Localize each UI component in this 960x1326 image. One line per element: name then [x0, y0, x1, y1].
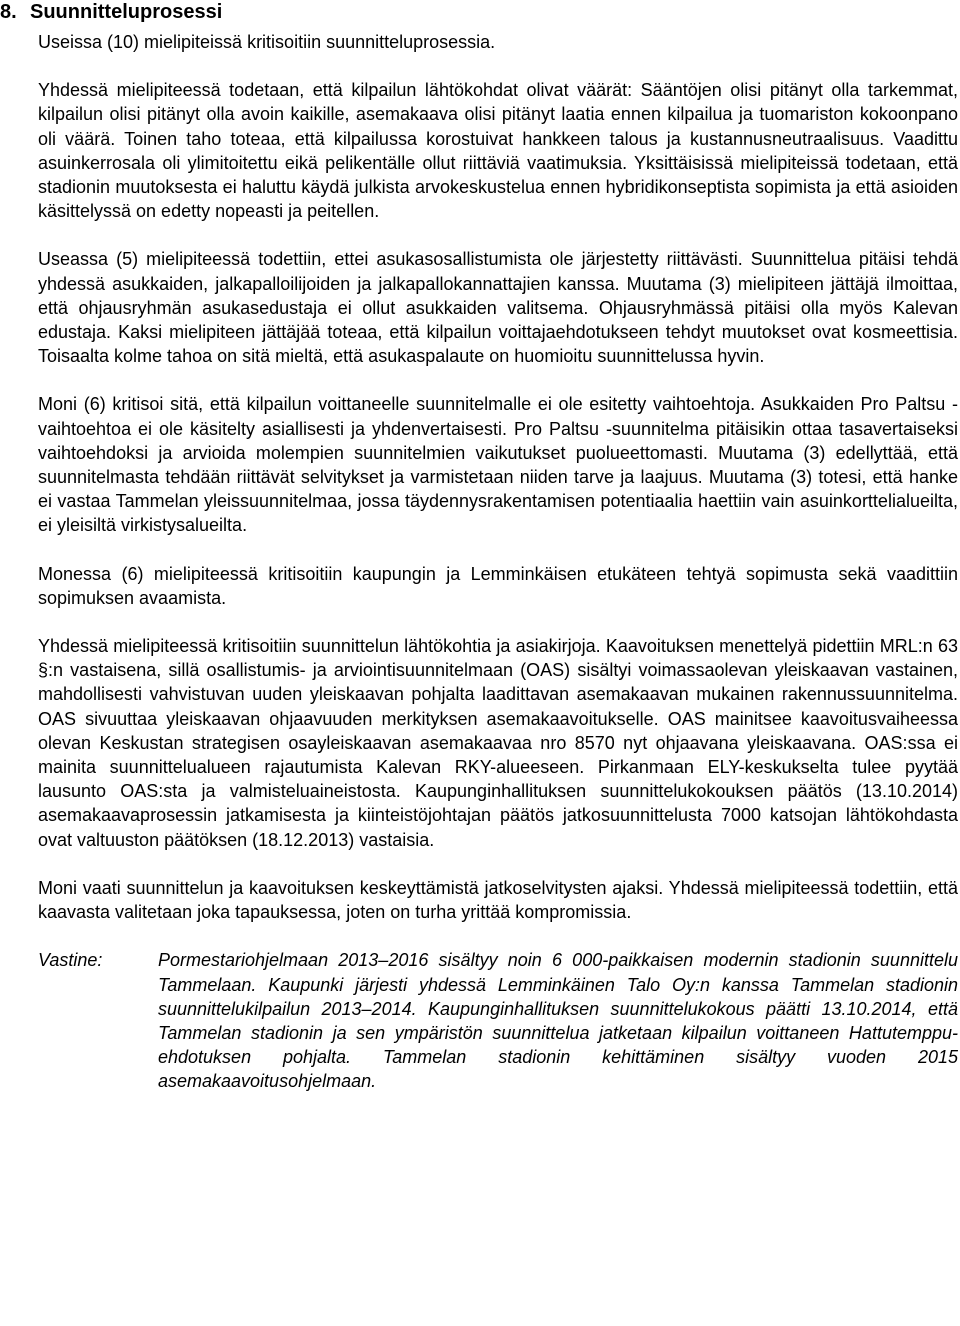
response-label: Vastine: — [38, 950, 103, 971]
paragraph: Monessa (6) mielipiteessä kritisoitiin kaupungin ja Lemminkäisen etukäteen tehtyä sopimusta sekä vaadittiin sopimuksen avaamista. — [38, 563, 958, 608]
response-text: Pormestariohjelmaan 2013–2016 sisältyy noin 6 000-paikkaisen modernin stadionin suunnittelu Tammelaan. Kaupunki järjesti yhdessä Lemminkäinen Talo Oy:n kanssa Tammelan stadionin suunnittelukilpailun 2013–2014. Kaupunginhallituksen suunnittelukokous päätti 13.10.2014, että Tammelan stadionin ja sen ympäristön suunnittelua jatketaan kilpailun voittaneen Hattutemppu-ehdotuksen pohjalta. Tammelan stadionin kehittäminen sisältyy vuoden 2015 asemakaavoitusohjelmaan. — [158, 950, 958, 1092]
paragraph: Moni vaati suunnittelun ja kaavoituksen keskeyttämistä jatkoselvitysten ajaksi. Yhdessä mielipiteessä todettiin, että kaavasta valitetaan joka tapauksessa, joten on turha yrittää kompromissia. — [38, 877, 958, 923]
section-number: 8. — [0, 1, 17, 23]
section-title: Suunnitteluprosessi — [30, 1, 223, 23]
paragraph: Moni (6) kritisoi sitä, että kilpailun voittaneelle suunnitelmalle ei ole esitetty vaihtoehtoja. Asukkaiden Pro Paltsu -vaihtoehtoa ei ole käsitelty asiallisesti ja yhdenvertaisesti. Pro Paltsu -suunnitelma pitäisikin ottaa tasavertaiseksi vaihtoehdoksi ja arvioida molempien suunnitelmien vaikutukset puolueettomasti. Muutama (3) edellyttää, että suunnitelmasta tehdään riittävät selvitykset ja varmistetaan niiden tarve ja laajuus. Muutama (3) totesi, että hanke ei vastaa Tammelan yleissuunnitelmaa, jossa täydennysrakentamisen potentiaalia haettiin vain asuinkorttelialueilta, ei yleisiltä virkistysalueilta. — [38, 394, 958, 536]
section-heading — [0, 0, 222, 24]
paragraph: Yhdessä mielipiteessä kritisoitiin suunnittelun lähtökohtia ja asiakirjoja. Kaavoituksen menettelyä pidettiin MRL:n 63 §:n vastaisena, sillä osallistumis- ja arviointisuunnitelmaan (OAS) sisältyi voimassaolevan yleiskaavan vastainen, mahdollisesti vahvistuvan uuden yleiskaavan pohjalta laadittavan asemakaavan mukainen rakennussuunnitelma. OAS sivuuttaa yleiskaavan ohjaavuuden merkityksen asemakaavoitukselle. OAS mainitsee kaavoitusvaiheessa olevan Keskustan strategisen osayleiskaavan asemakaavaa nro 8570 nyt ohjaavana yleiskaavana. OAS:ssa ei mainita suunnittelualueen rajautumista Kalevan RKY-alueeseen. Pirkanmaan ELY-keskukselta tulee pyytää lausunto OAS:sta ja valmisteluaineistosta. Kaupunginhallituksen suunnittelukokouksen päätös (13.10.2014) asemakaavaprosessin jatkamisesta ja kiinteistöjohtajan päätös jatkosuunnittelusta 7000 katsojan lähtökohdasta ovat valtuuston päätöksen (18.12.2013) vastaisia. — [38, 636, 958, 850]
response-block — [38, 948, 958, 1093]
paragraph: Yhdessä mielipiteessä todetaan, että kilpailun lähtökohdat olivat väärät: Sääntöjen olisi pitänyt olla tarkemmat, kilpailun olisi pitänyt olla avoin kaikille, asemakaava olisi pitänyt laatia ennen kilpailua ja tuomariston kokoonpano oli väärä. Toinen taho toteaa, että kilpailussa korostuivat hankkeen talous ja kustannusneutraalisuus. Vaadittu asuinkerrosala oli ylimitoitettu eikä pelikentälle ollut riittäviä vaatimuksia. Yksittäisissä mielipiteissä todetaan, että stadionin muutoksesta ei haluttu käydä julkista arvokeskustelua ennen hybridikonseptista sopimista ja että asioiden käsittelyssä on edetty nopeasti ja peitellen. — [38, 80, 958, 222]
paragraph: Useassa (5) mielipiteessä todettiin, ettei asukasosallistumista ole järjestetty riittävästi. Suunnittelua pitäisi tehdä yhdessä asukkaiden, jalkapalloilijoiden ja jalkapallokannattajien kanssa. Muutama (3) mielipiteen jättäjä ilmoittaa, että ohjausryhmän asukasedustaja ei ollut asukkaiden valitsema. Ohjausryhmässä pitäisi olla myös Kalevan edustaja. Kaksi mielipiteen jättäjää toteaa, että kilpailun voittajaehdotukseen tehdyt muutokset ovat kosmeettisia. Toisaalta kolme tahoa on sitä mieltä, että asukaspalaute on huomioitu suunnittelussa hyvin. — [38, 249, 958, 367]
document-body — [38, 30, 958, 1094]
paragraph: Useissa (10) mielipiteissä kritisoitiin suunnitteluprosessia. — [38, 32, 496, 52]
